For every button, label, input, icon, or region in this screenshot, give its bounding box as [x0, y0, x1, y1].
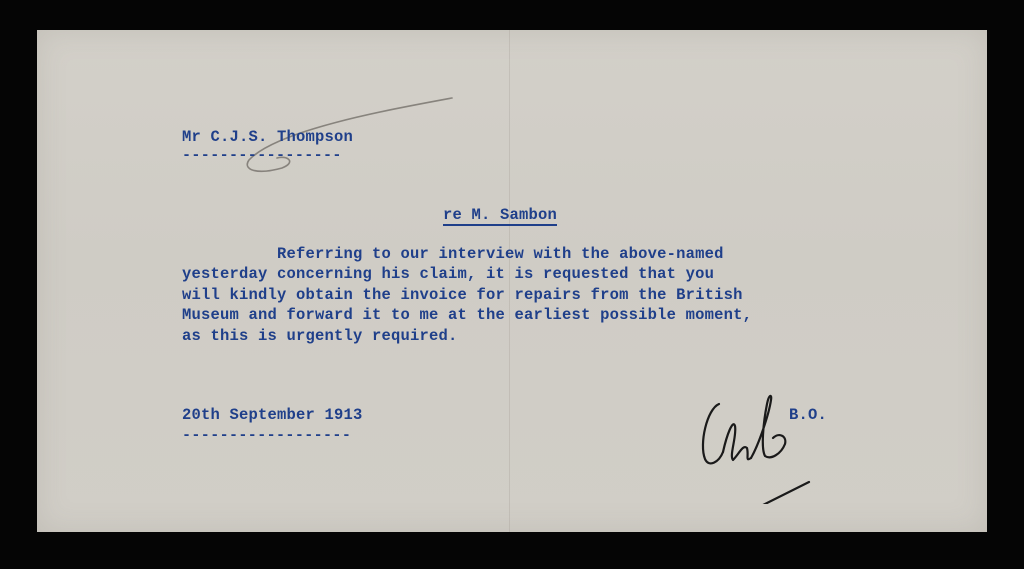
body-line-3: will kindly obtain the invoice for repairs from the British	[182, 286, 743, 304]
letter-date: 20th September 1913	[182, 406, 363, 424]
body-line-5: as this is urgently required.	[182, 327, 458, 345]
body-line-4: Museum and forward it to me at the earliest possible moment,	[182, 306, 753, 324]
handwritten-signature	[689, 364, 819, 504]
sender-initials: B.O.	[789, 406, 828, 424]
subject-line: re M. Sambon	[443, 206, 558, 224]
body-line-2: yesterday concerning his claim, it is requested that you	[182, 265, 715, 283]
letter-paper	[37, 30, 987, 532]
date-underline: ------------------	[182, 427, 352, 444]
recipient-underline: -----------------	[182, 147, 342, 164]
recipient-name: Mr C.J.S. Thompson	[182, 128, 354, 146]
body-line-1: Referring to our interview with the above-named	[182, 245, 724, 263]
